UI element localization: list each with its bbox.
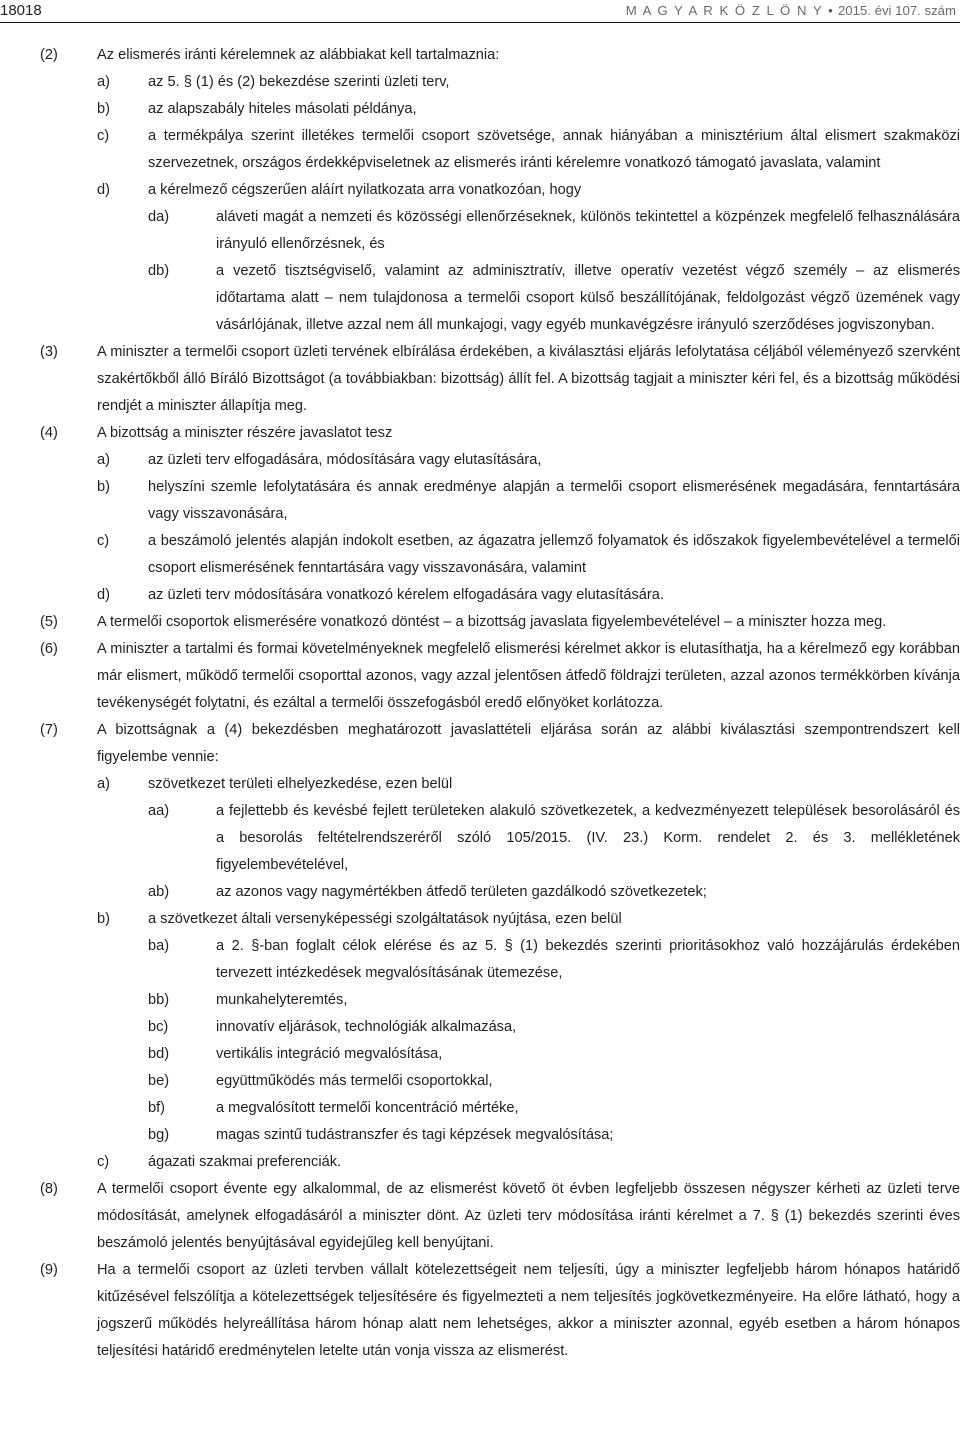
paragraph-label: bf) — [148, 1100, 166, 1116]
paragraph-item — [0, 1257, 960, 1365]
paragraph-label: db) — [148, 263, 170, 279]
paragraph-text: A termelői csoport évente egy alkalommal, de az elismerést követő öt évben legfeljebb összesen négyszer kérheti az üzleti terve módosítását, amelynek elfogadásáról a miniszter dönt. Az üzleti terv módosítása iránti kérelmet a 7. § (1) bekezdés szerinti éves beszámoló jelentés benyújtásával egyidejűleg kell benyújtani. — [97, 1181, 960, 1251]
paragraph-text: a kérelmező cégszerűen aláírt nyilatkozata arra vonatkozóan, hogy — [148, 182, 582, 198]
paragraph-item — [0, 582, 960, 609]
paragraph-label: a) — [97, 776, 110, 792]
paragraph-text: az alapszabály hiteles másolati példánya, — [148, 101, 417, 117]
paragraph-text: az 5. § (1) és (2) bekezdése szerinti üzleti terv, — [148, 74, 450, 90]
paragraph-label: bg) — [148, 1127, 170, 1143]
paragraph-label: bb) — [148, 992, 170, 1008]
paragraph-item — [0, 1122, 960, 1149]
paragraph-label: (9) — [40, 1262, 58, 1278]
paragraph-text: A bizottság a miniszter részére javaslatot tesz — [97, 425, 393, 441]
paragraph-item — [0, 798, 960, 879]
paragraph-item — [0, 771, 960, 798]
paragraph-item — [0, 177, 960, 204]
paragraph-label: a) — [97, 74, 110, 90]
paragraph-label: ba) — [148, 938, 170, 954]
paragraph-item — [0, 1149, 960, 1176]
paragraph-item — [0, 933, 960, 987]
page-number: 18018 — [0, 2, 42, 19]
paragraph-item — [0, 339, 960, 420]
paragraph-label: (4) — [40, 425, 58, 441]
paragraph-text: szövetkezet területi elhelyezkedése, ezen belül — [148, 776, 453, 792]
paragraph-item — [0, 1041, 960, 1068]
paragraph-label: (6) — [40, 641, 58, 657]
paragraph-label: (7) — [40, 722, 58, 738]
paragraph-text: az üzleti terv elfogadására, módosítására vagy elutasítására, — [148, 452, 542, 468]
paragraph-text: a termékpálya szerint illetékes termelői csoport szövetsége, annak hiányában a minisztérium által elismert szakmaközi szervezetnek, országos érdekképviseletnek az elismerés iránti kérelemre vonatkozó támogató javaslata, valamint — [148, 128, 960, 171]
paragraph-item — [0, 447, 960, 474]
page-header — [0, 0, 960, 32]
paragraph-item — [0, 636, 960, 717]
paragraph-item — [0, 1068, 960, 1095]
paragraph-text: együttműködés más termelői csoportokkal, — [216, 1073, 493, 1089]
paragraph-item — [0, 1176, 960, 1257]
paragraph-text: a fejlettebb és kevésbé fejlett területeken alakuló szövetkezetek, a kedvezményezett települések besorolásáról és a besorolás feltételrendszeréről szóló 105/2015. (IV. 23.) Korm. rendelet 2. és 3. mellékletének figyelembevételével, — [216, 803, 960, 873]
paragraph-text: a beszámoló jelentés alapján indokolt esetben, az ágazatra jellemző folyamatok és időszakok figyelembevételével a termelői csoport elismerésének fenntartására vagy visszavonására, valamint — [148, 533, 960, 576]
paragraph-item — [0, 96, 960, 123]
paragraph-label: (5) — [40, 614, 58, 630]
separator-dot-icon: • — [828, 3, 833, 18]
paragraph-item — [0, 906, 960, 933]
paragraph-label: d) — [97, 587, 110, 603]
paragraph-item — [0, 528, 960, 582]
paragraph-text: helyszíni szemle lefolytatására és annak eredménye alapján a termelői csoport elismerésének megadására, fenntartására vagy visszavonására, — [148, 479, 960, 522]
paragraph-label: b) — [97, 911, 110, 927]
paragraph-label: aa) — [148, 803, 170, 819]
paragraph-label: d) — [97, 182, 110, 198]
paragraph-item — [0, 204, 960, 258]
journal-title — [626, 3, 956, 18]
paragraph-text: vertikális integráció megvalósítása, — [216, 1046, 443, 1062]
paragraph-label: b) — [97, 479, 110, 495]
paragraph-text: az azonos vagy nagymértékben átfedő területen gazdálkodó szövetkezetek; — [216, 884, 707, 900]
paragraph-label: da) — [148, 209, 170, 225]
paragraph-label: (3) — [40, 344, 58, 360]
paragraph-text: a 2. §-ban foglalt célok elérése és az 5. § (1) bekezdés szerinti prioritásokhoz való hozzájárulás érdekében tervezett intézkedések megvalósításának ütemezése, — [216, 938, 960, 981]
paragraph-item — [0, 69, 960, 96]
paragraph-item — [0, 987, 960, 1014]
paragraph-item — [0, 609, 960, 636]
document-body — [0, 42, 960, 1365]
paragraph-label: b) — [97, 101, 110, 117]
paragraph-label: c) — [97, 128, 110, 144]
paragraph-text: A bizottságnak a (4) bekezdésben meghatározott javaslattételi eljárása során az alábbi kiválasztási szempontrendszert kell figyelembe vennie: — [97, 722, 960, 765]
paragraph-item — [0, 1095, 960, 1122]
paragraph-text: A miniszter a termelői csoport üzleti tervének elbírálása érdekében, a kiválasztási eljárás lefolytatása céljából véleményező szervként szakértőkből álló Bíráló Bizottságot (a továbbiakban: bizottság) állít fel. A bizottság tagjait a miniszter kéri fel, és a bizottság működési rendjét a miniszter állapítja meg. — [97, 344, 960, 414]
paragraph-text: a megvalósított termelői koncentráció mértéke, — [216, 1100, 519, 1116]
paragraph-text: a szövetkezet általi versenyképességi szolgáltatások nyújtása, ezen belül — [148, 911, 622, 927]
paragraph-text: Az elismerés iránti kérelemnek az alábbiakat kell tartalmaznia: — [97, 47, 500, 63]
paragraph-text: a vezető tisztségviselő, valamint az adminisztratív, illetve operatív vezetést végző személy – az elismerés időtartama alatt – nem tulajdonosa a termelői csoport külső beszállítójának, feldolgozást végző üzemének vagy vásárlójának, illetve azzal nem áll munkajogi, vagy egyéb munkavégzésre irányuló szerződéses jogviszonyban. — [216, 263, 960, 333]
paragraph-text: A miniszter a tartalmi és formai követelményeknek megfelelő elismerési kérelmet akkor is elutasíthatja, ha a kérelmező egy korábban már elismert, működő termelői csoporttal azonos, vagy azzal jelentősen átfedő földrajzi területen, azzal azonos termékkörben kívánja tevékenységét folytatni, és ezáltal a termelői összefogásból eredő előnyöket korlátozza. — [97, 641, 960, 711]
paragraph-text: innovatív eljárások, technológiák alkalmazása, — [216, 1019, 517, 1035]
paragraph-text: Ha a termelői csoport az üzleti tervben vállalt kötelezettségeit nem teljesíti, úgy a miniszter legfeljebb három hónapos határidő kitűzésével felszólítja a kötelezettségek teljesítésére és figyelmezteti a nem teljesítés jogkövetkezményeire. Ha előre látható, hogy a jogszerű működés helyreállítása három hónap alatt nem lehetséges, akkor a miniszter azonnal, egyéb esetben a három hónapos teljesítési határidő eredménytelen letelte után vonja vissza az elismerést. — [97, 1262, 960, 1359]
paragraph-label: bd) — [148, 1046, 170, 1062]
journal-name: M A G Y A R K Ö Z L Ö N Y — [625, 3, 823, 18]
paragraph-label: c) — [97, 533, 110, 549]
paragraph-item — [0, 879, 960, 906]
paragraph-item — [0, 420, 960, 447]
issue-number: 2015. évi 107. szám — [837, 3, 956, 18]
paragraph-label: c) — [97, 1154, 110, 1170]
paragraph-text: A termelői csoportok elismerésére vonatkozó döntést – a bizottság javaslata figyelembevételével – a miniszter hozza meg. — [97, 614, 887, 630]
header-rule — [0, 22, 960, 23]
paragraph-item — [0, 258, 960, 339]
paragraph-item — [0, 717, 960, 771]
paragraph-text: aláveti magát a nemzeti és közösségi ellenőrzéseknek, különös tekintettel a közpénzek megfelelő felhasználására irányuló ellenőrzésnek, és — [216, 209, 960, 252]
paragraph-item — [0, 42, 960, 69]
paragraph-label: ab) — [148, 884, 170, 900]
paragraph-item — [0, 1014, 960, 1041]
paragraph-label: be) — [148, 1073, 170, 1089]
paragraph-label: (8) — [40, 1181, 58, 1197]
paragraph-item — [0, 123, 960, 177]
paragraph-text: ágazati szakmai preferenciák. — [148, 1154, 342, 1170]
paragraph-text: magas szintű tudástranszfer és tagi képzések megvalósítása; — [216, 1127, 614, 1143]
paragraph-text: munkahelyteremtés, — [216, 992, 348, 1008]
paragraph-label: (2) — [40, 47, 58, 63]
paragraph-item — [0, 474, 960, 528]
paragraph-label: bc) — [148, 1019, 169, 1035]
paragraph-text: az üzleti terv módosítására vonatkozó kérelem elfogadására vagy elutasítására. — [148, 587, 664, 603]
paragraph-label: a) — [97, 452, 110, 468]
